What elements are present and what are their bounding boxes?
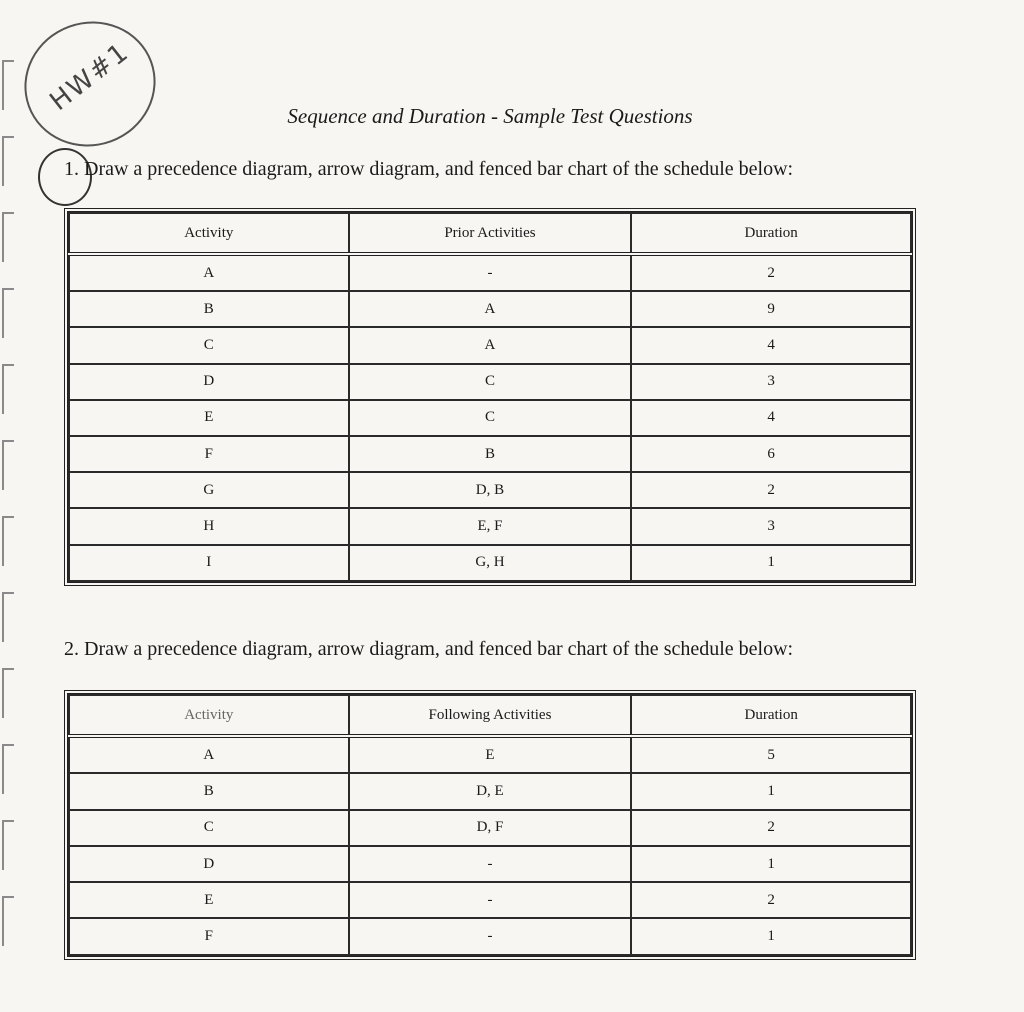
cell-following: D, F	[349, 810, 632, 846]
cell-following: E	[349, 736, 632, 773]
table-header-row	[69, 695, 911, 736]
margin-mark	[2, 744, 14, 794]
cell-activity: F	[69, 918, 349, 954]
margin-mark	[2, 440, 14, 490]
cell-prior: G, H	[349, 545, 632, 581]
page-title: Sequence and Duration - Sample Test Questions	[287, 104, 693, 128]
table-row	[69, 773, 911, 809]
cell-duration: 9	[631, 291, 911, 327]
table-row	[69, 472, 911, 508]
cell-prior: B	[349, 436, 632, 472]
table-row	[69, 810, 911, 846]
table-row	[69, 508, 911, 544]
margin-mark	[2, 668, 14, 718]
cell-duration: 3	[631, 508, 911, 544]
table-header-row	[69, 213, 911, 254]
table-row	[69, 545, 911, 581]
question-2-text: 2. Draw a precedence diagram, arrow diagram, and fenced bar chart of the schedule below:	[64, 638, 794, 660]
cell-prior: D, B	[349, 472, 632, 508]
cell-activity: D	[69, 846, 349, 882]
cell-prior: E, F	[349, 508, 632, 544]
cell-duration: 2	[631, 810, 911, 846]
table-row	[69, 400, 911, 436]
cell-activity: E	[69, 882, 349, 918]
header-prior-activities: Prior Activities	[349, 213, 632, 254]
header-activity: Activity	[69, 213, 349, 254]
cell-duration: 1	[631, 846, 911, 882]
cell-activity: A	[69, 736, 349, 773]
schedule-table-1	[64, 208, 916, 586]
cell-duration: 2	[631, 472, 911, 508]
cell-duration: 5	[631, 736, 911, 773]
header-activity: Activity	[69, 695, 349, 736]
binder-margin	[0, 60, 16, 1000]
cell-prior: A	[349, 327, 632, 363]
table-row	[69, 736, 911, 773]
handwritten-note: HW#1	[44, 36, 136, 118]
margin-mark	[2, 288, 14, 338]
cell-prior: -	[349, 254, 632, 291]
question-1-text: 1. Draw a precedence diagram, arrow diagram, and fenced bar chart of the schedule below:	[64, 158, 794, 180]
cell-activity: E	[69, 400, 349, 436]
cell-activity: F	[69, 436, 349, 472]
margin-mark	[2, 896, 14, 946]
cell-duration: 1	[631, 545, 911, 581]
table-row	[69, 291, 911, 327]
cell-activity: G	[69, 472, 349, 508]
cell-prior: C	[349, 364, 632, 400]
table-row	[69, 918, 911, 954]
table-row	[69, 364, 911, 400]
cell-duration: 2	[631, 254, 911, 291]
cell-activity: B	[69, 773, 349, 809]
cell-activity: C	[69, 327, 349, 363]
cell-duration: 1	[631, 773, 911, 809]
cell-prior: A	[349, 291, 632, 327]
table-row	[69, 327, 911, 363]
margin-mark	[2, 516, 14, 566]
cell-duration: 2	[631, 882, 911, 918]
cell-duration: 4	[631, 327, 911, 363]
cell-following: -	[349, 846, 632, 882]
cell-activity: I	[69, 545, 349, 581]
cell-following: D, E	[349, 773, 632, 809]
margin-mark	[2, 364, 14, 414]
cell-activity: C	[69, 810, 349, 846]
header-duration: Duration	[631, 213, 911, 254]
cell-activity: D	[69, 364, 349, 400]
table-row	[69, 882, 911, 918]
table-row	[69, 254, 911, 291]
margin-mark	[2, 60, 14, 110]
cell-duration: 1	[631, 918, 911, 954]
margin-mark	[2, 136, 14, 186]
margin-mark	[2, 212, 14, 262]
cell-following: -	[349, 882, 632, 918]
margin-mark	[2, 820, 14, 870]
table-row	[69, 846, 911, 882]
schedule-table-2	[64, 690, 916, 960]
cell-activity: A	[69, 254, 349, 291]
cell-prior: C	[349, 400, 632, 436]
table-row	[69, 436, 911, 472]
header-following-activities: Following Activities	[349, 695, 632, 736]
margin-mark	[2, 592, 14, 642]
cell-activity: B	[69, 291, 349, 327]
cell-duration: 4	[631, 400, 911, 436]
cell-following: -	[349, 918, 632, 954]
cell-duration: 3	[631, 364, 911, 400]
cell-activity: H	[69, 508, 349, 544]
header-duration: Duration	[631, 695, 911, 736]
cell-duration: 6	[631, 436, 911, 472]
